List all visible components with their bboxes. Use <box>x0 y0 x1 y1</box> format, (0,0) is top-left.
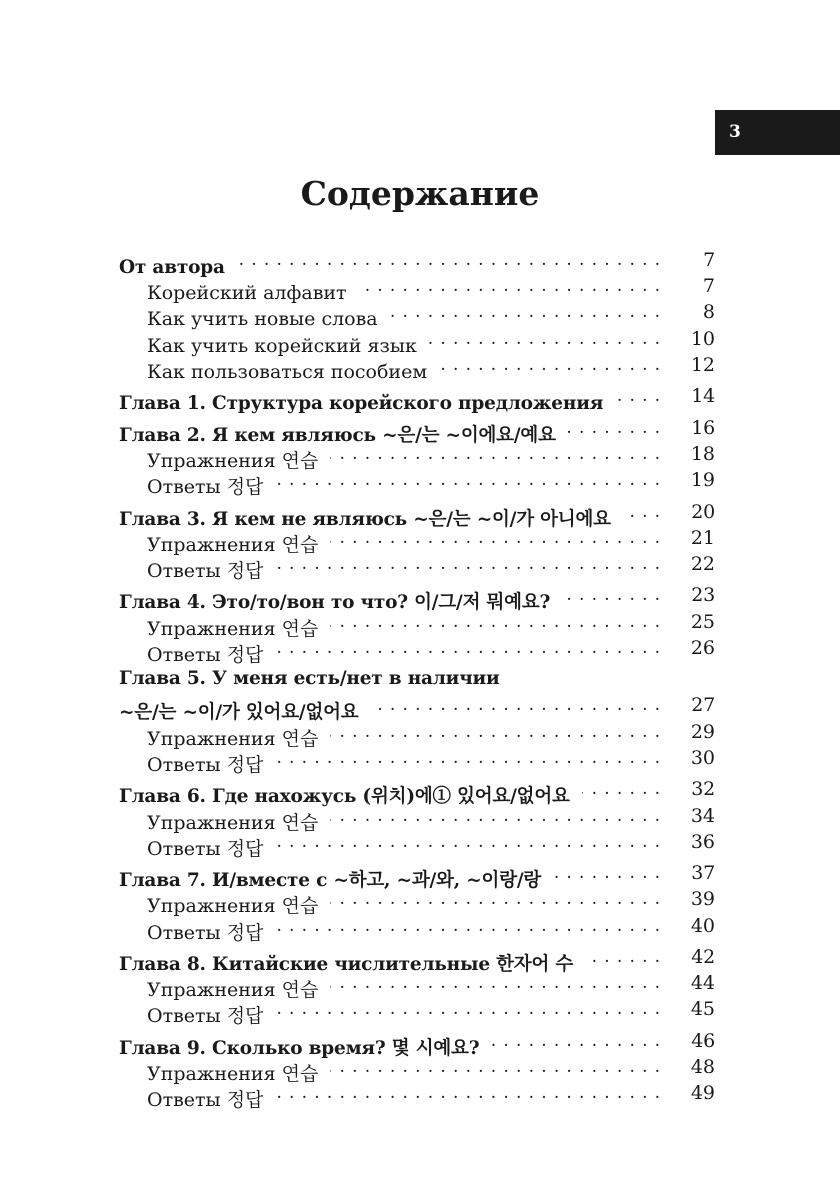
toc-page-number: 14 <box>691 385 715 408</box>
dot-leader <box>390 299 661 325</box>
dot-leader <box>330 803 661 829</box>
toc-section-entry <box>119 525 715 556</box>
toc-section-entry <box>119 299 715 331</box>
dot-leader <box>275 829 661 855</box>
toc-page-number: 19 <box>690 469 715 492</box>
toc-entry-label: Ответы 정답 <box>147 476 264 499</box>
page-number: 3 <box>729 122 741 142</box>
toc-page-number: 32 <box>691 778 715 801</box>
toc-entry-label: Глава 3. Я кем не являюсь ~은/는 ~이/가 아니에요 <box>119 508 611 530</box>
dot-leader <box>275 913 661 939</box>
toc-page-number: 29 <box>690 720 715 743</box>
toc-section-entry <box>119 441 715 472</box>
dot-leader <box>582 776 661 802</box>
toc-chapter-entry <box>119 1028 715 1059</box>
toc-entry-label: Глава 1. Структура корейского предложения <box>119 393 604 415</box>
toc-entry-label: Упражнения 연습 <box>147 811 319 834</box>
toc-section-entry <box>119 745 715 776</box>
toc-chapter-entry <box>119 692 715 724</box>
toc-entry-label: Упражнения 연습 <box>147 727 319 750</box>
toc-section-entry <box>119 635 715 666</box>
toc-entry-label: Ответы 정답 <box>147 753 264 776</box>
toc-page-number: 12 <box>690 353 715 376</box>
toc-entry-label: Глава 9. Сколько время? 몇 시예요? <box>119 1037 480 1059</box>
toc-section-entry <box>119 719 715 750</box>
dot-leader <box>615 383 661 409</box>
toc-entry-label: Упражнения 연습 <box>147 895 319 918</box>
toc-page-number: 8 <box>702 301 715 324</box>
toc-section-entry <box>119 467 715 499</box>
toc-page-number: 36 <box>690 830 715 853</box>
toc-entry-label: ~은/는 ~이/가 있어요/없어요 <box>119 702 359 724</box>
toc-page-number: 20 <box>691 500 715 523</box>
toc-entry-label: Ответы 정답 <box>147 921 264 944</box>
dot-leader <box>370 692 661 718</box>
toc-page-number: 7 <box>703 249 715 271</box>
toc-chapter-entry <box>119 247 715 278</box>
toc-entry-label: Упражнения 연습 <box>147 533 319 556</box>
table-of-contents <box>119 247 715 1112</box>
page-title: Содержание <box>300 174 540 213</box>
toc-page-number: 46 <box>691 1029 715 1052</box>
toc-section-entry <box>119 886 715 918</box>
toc-page-number: 49 <box>690 1082 715 1105</box>
toc-entry-label: Ответы 정답 <box>147 1005 264 1028</box>
toc-section-entry <box>119 913 715 944</box>
dot-leader <box>330 441 661 467</box>
dot-leader <box>439 352 661 378</box>
toc-entry-label: Глава 8. Китайские числительные 한자어 수 <box>119 954 574 976</box>
toc-section-entry <box>119 551 715 582</box>
toc-entry-label: Ответы 정답 <box>147 1089 264 1112</box>
toc-section-entry <box>119 1054 715 1086</box>
dot-leader <box>275 996 661 1022</box>
dot-leader <box>330 609 661 635</box>
toc-page-number: 44 <box>690 972 715 995</box>
toc-page-number: 16 <box>691 416 715 439</box>
toc-page-number: 37 <box>691 862 715 885</box>
toc-section-entry <box>119 352 715 383</box>
dot-leader <box>275 745 661 771</box>
toc-section-entry <box>119 609 715 640</box>
toc-entry-label: Ответы 정답 <box>147 559 264 582</box>
toc-entry-label: Как пользоваться пособием <box>147 360 428 383</box>
toc-page-number: 27 <box>691 694 715 717</box>
toc-page-number: 18 <box>690 442 715 465</box>
toc-page-number: 26 <box>690 636 715 659</box>
toc-page-number: 7 <box>702 275 715 298</box>
toc-page-number: 34 <box>690 804 715 827</box>
toc-entry-label: Глава 4. Это/то/вон то что? 이/그/저 뭐예요? <box>119 592 551 614</box>
toc-chapter-entry <box>119 666 715 692</box>
toc-entry-label: Глава 5. У меня есть/нет в наличии <box>119 668 500 690</box>
dot-leader <box>237 247 661 273</box>
dot-leader <box>562 582 661 608</box>
toc-entry-label: Упражнения 연습 <box>147 979 319 1002</box>
toc-entry-label: Глава 7. И/вместе с ~하고, ~과/와, ~이랑/랑 <box>119 870 542 892</box>
toc-page-number: 30 <box>690 746 715 769</box>
toc-section-entry <box>119 829 715 860</box>
toc-entry-label: Упражнения 연습 <box>147 1063 319 1086</box>
dot-leader <box>585 944 661 970</box>
dot-leader <box>275 1080 661 1106</box>
toc-section-entry <box>119 970 715 1002</box>
dot-leader <box>275 467 661 493</box>
toc-entry-label: Глава 6. Где нахожусь (위치)에① 있어요/없어요 <box>119 786 570 808</box>
toc-chapter-entry <box>119 383 715 415</box>
toc-chapter-entry <box>119 582 715 614</box>
toc-page-number: 48 <box>690 1056 715 1079</box>
dot-leader <box>491 1028 661 1054</box>
page-number-tab <box>715 110 840 155</box>
dot-leader <box>275 635 661 661</box>
toc-section-entry <box>119 273 715 305</box>
toc-entry-label: От автора <box>119 257 225 278</box>
dot-leader <box>568 415 661 441</box>
toc-chapter-entry <box>119 860 715 892</box>
toc-entry-label: Корейский алфавит <box>147 282 347 305</box>
toc-chapter-entry <box>119 415 715 446</box>
toc-chapter-entry <box>119 499 715 530</box>
toc-page-number: 25 <box>690 610 715 633</box>
toc-section-entry <box>119 1080 715 1112</box>
dot-leader <box>275 551 661 577</box>
toc-entry-label: Упражнения 연습 <box>147 449 319 472</box>
toc-chapter-entry <box>119 776 715 808</box>
toc-page-number: 42 <box>691 946 715 969</box>
toc-page-number: 23 <box>691 584 715 607</box>
toc-page-number: 45 <box>690 998 715 1021</box>
dot-leader <box>330 886 661 912</box>
toc-page-number: 39 <box>690 888 715 911</box>
dot-leader <box>429 326 661 352</box>
toc-section-entry <box>119 803 715 834</box>
toc-entry-label: Ответы 정답 <box>147 837 264 860</box>
toc-section-entry <box>119 326 715 357</box>
toc-chapter-entry <box>119 944 715 976</box>
dot-leader <box>359 273 661 299</box>
dot-leader <box>330 970 661 996</box>
toc-page-number: 40 <box>690 914 715 937</box>
toc-entry-label: Упражнения 연습 <box>147 617 319 640</box>
dot-leader <box>330 1054 661 1080</box>
dot-leader <box>330 525 661 551</box>
toc-page-number: 21 <box>690 526 715 549</box>
toc-entry-label: Как учить корейский язык <box>147 334 417 357</box>
dot-leader <box>553 860 661 886</box>
dot-leader <box>330 719 661 745</box>
toc-page-number: 10 <box>690 327 715 350</box>
toc-page-number: 22 <box>690 552 715 575</box>
toc-entry-label: Ответы 정답 <box>147 643 264 666</box>
dot-leader <box>623 499 661 525</box>
toc-entry-label: Глава 2. Я кем являюсь ~은/는 ~이에요/예요 <box>119 424 556 446</box>
toc-section-entry <box>119 996 715 1028</box>
toc-entry-label: Как учить новые слова <box>147 308 378 331</box>
